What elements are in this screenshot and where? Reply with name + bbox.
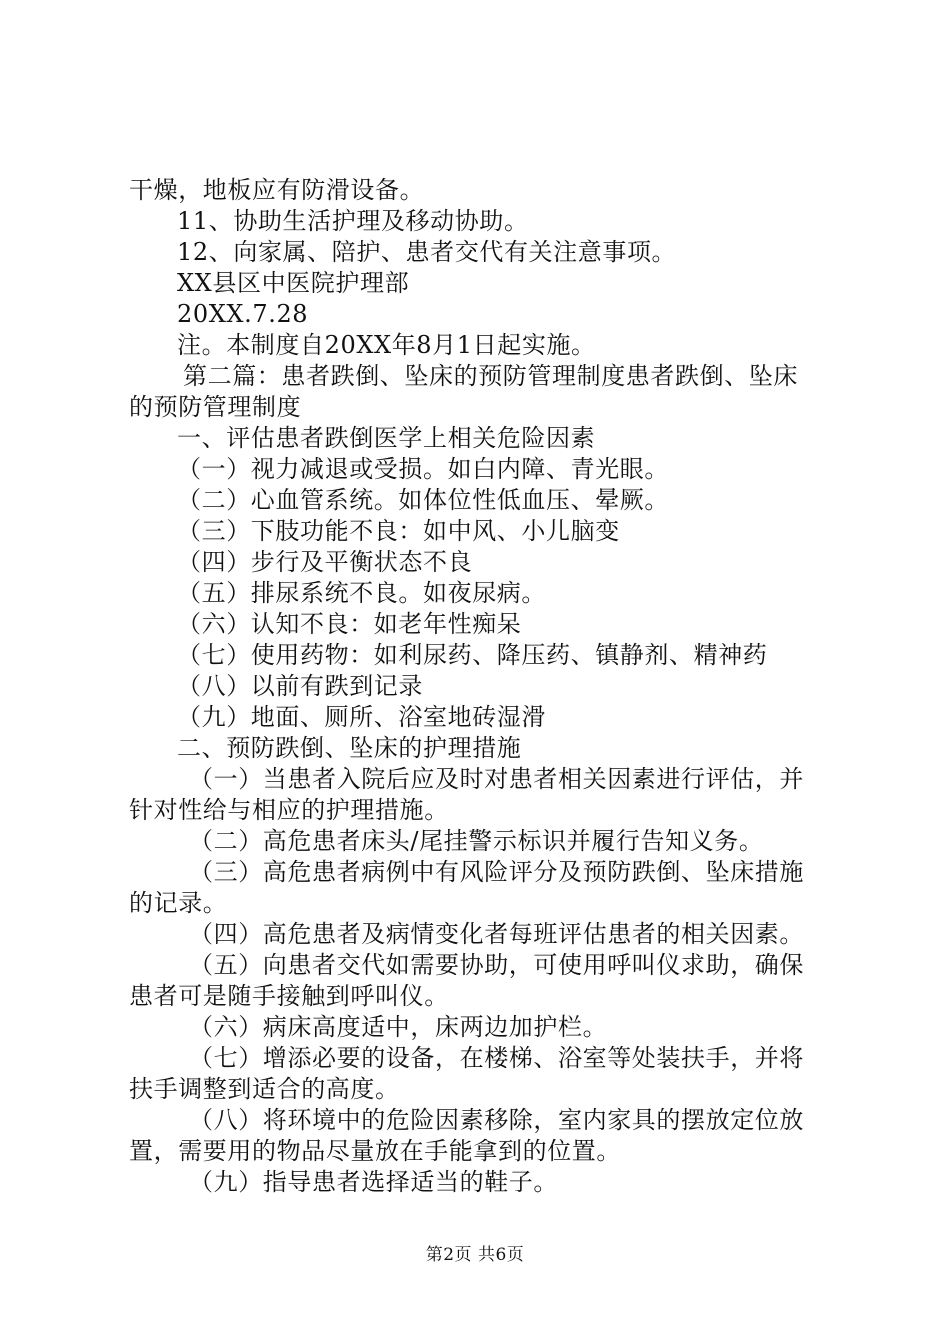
list-item: （八）以前有跌到记录: [177, 672, 423, 700]
list-item-continuation: 扶手调整到适合的高度。: [129, 1075, 400, 1103]
list-item-continuation: 置，需要用的物品尽量放在手能拿到的位置。: [129, 1137, 621, 1165]
list-item: （二）心血管系统。如体位性低血压、晕厥。: [177, 486, 669, 514]
list-item: （六）认知不良：如老年性痴呆: [177, 610, 522, 638]
list-item-continuation: 的记录。: [129, 889, 228, 917]
subsection-heading: 二、预防跌倒、坠床的护理措施: [177, 734, 522, 762]
page-number-label: 第2页 共6页: [425, 1245, 525, 1265]
list-item: （九）指导患者选择适当的鞋子。: [189, 1168, 558, 1196]
list-item: （四）高危患者及病情变化者每班评估患者的相关因素。: [189, 920, 804, 948]
text-line: 20XX.7.28: [177, 300, 309, 328]
section-heading-continuation: 的预防管理制度: [129, 393, 302, 421]
list-item: （六）病床高度适中，床两边加护栏。: [189, 1013, 608, 1041]
list-item: （一）当患者入院后应及时对患者相关因素进行评估，并: [189, 765, 804, 793]
text-line: XX县区中医院护理部: [177, 269, 410, 297]
list-item: （五）排尿系统不良。如夜尿病。: [177, 579, 546, 607]
text-line: 干燥，地板应有防滑设备。: [129, 176, 425, 204]
text-line: 11、协助生活护理及移动协助。: [177, 207, 529, 235]
list-item-continuation: 针对性给与相应的护理措施。: [129, 796, 449, 824]
list-item: （一）视力减退或受损。如白内障、青光眼。: [177, 455, 669, 483]
list-item: （七）增添必要的设备，在楼梯、浴室等处装扶手，并将: [189, 1044, 804, 1072]
subsection-heading: 一、评估患者跌倒医学上相关危险因素: [177, 424, 596, 452]
list-item: （八）将环境中的危险因素移除，室内家具的摆放定位放: [189, 1106, 804, 1134]
text-line: 注。本制度自20XX年8月1日起实施。: [177, 331, 596, 359]
list-item: （二）高危患者床头/尾挂警示标识并履行告知义务。: [189, 827, 764, 855]
text-line: 12、向家属、陪护、患者交代有关注意事项。: [177, 238, 677, 266]
list-item: （三）下肢功能不良：如中风、小儿脑变: [177, 517, 620, 545]
list-item: （五）向患者交代如需要协助，可使用呼叫仪求助，确保: [189, 951, 804, 979]
section-heading: 第二篇：患者跌倒、坠床的预防管理制度患者跌倒、坠床: [183, 362, 798, 390]
document-body: [129, 175, 834, 1198]
page-footer: [0, 1244, 950, 1266]
list-item: （七）使用药物：如利尿药、降压药、镇静剂、精神药: [177, 641, 768, 669]
list-item-continuation: 患者可是随手接触到呼叫仪。: [129, 982, 449, 1010]
list-item: （四）步行及平衡状态不良: [177, 548, 473, 576]
list-item: （九）地面、厕所、浴室地砖湿滑: [177, 703, 546, 731]
list-item: （三）高危患者病例中有风险评分及预防跌倒、坠床措施: [189, 858, 804, 886]
